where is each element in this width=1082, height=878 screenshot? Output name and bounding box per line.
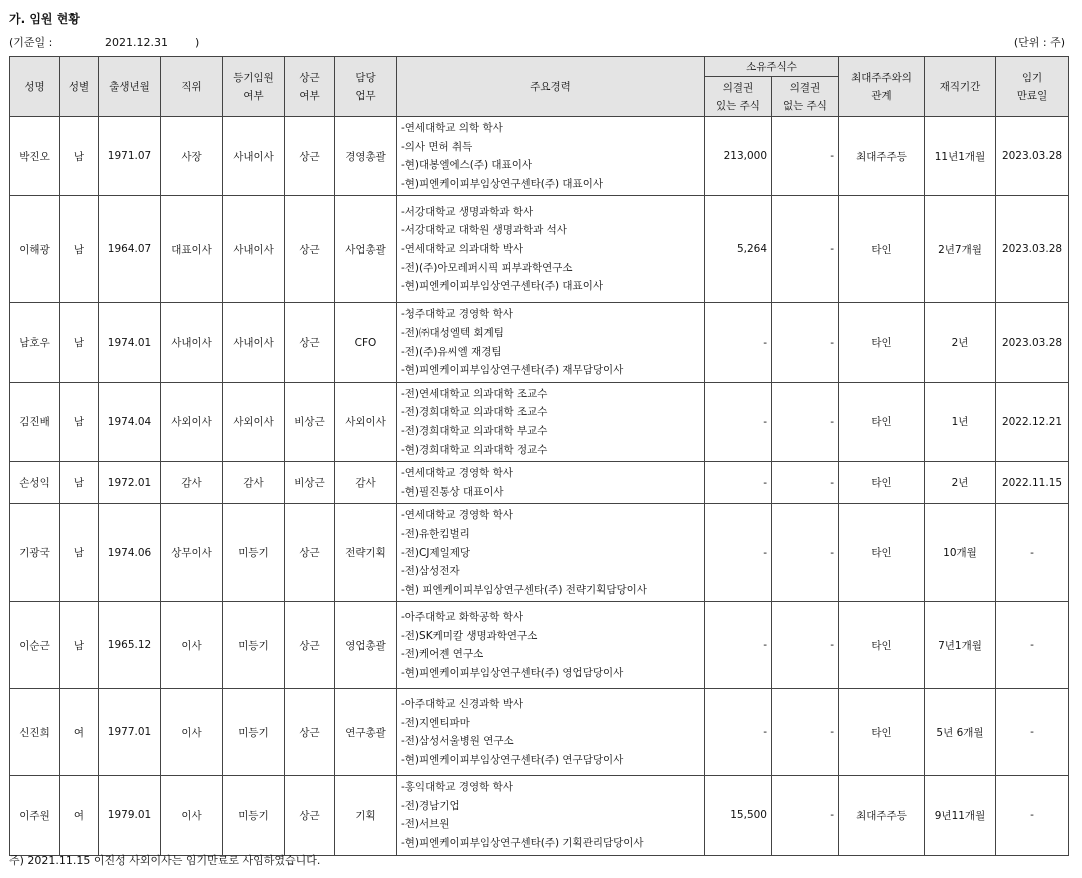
cell-name: 이해광: [10, 196, 60, 303]
header-voting: [705, 77, 772, 117]
career-line: -전)경희대학교 의과대학 조교수: [401, 406, 548, 419]
career-line: -현)대봉엘에스(주) 대표이사: [401, 159, 532, 172]
basis-date: 2021.12.31: [105, 36, 168, 49]
header-nonvoting-line1: 의결권: [789, 81, 821, 94]
cell-career: [397, 196, 705, 303]
cell-relation: 타인: [839, 689, 925, 776]
cell-registered: 미등기: [223, 602, 285, 689]
header-duty: [335, 57, 397, 117]
career-line: -전)삼성전자: [401, 565, 460, 578]
cell-position: 이사: [161, 776, 223, 855]
career-line: -연세대학교 의학 학사: [401, 122, 503, 134]
cell-nonvoting: -: [772, 602, 839, 689]
cell-gender: 남: [60, 196, 99, 303]
cell-registered: 감사: [223, 462, 285, 504]
cell-birth: 1974.01: [99, 303, 161, 382]
header-birth: 출생년월: [99, 57, 161, 117]
cell-position: 이사: [161, 689, 223, 776]
cell-voting: -: [705, 504, 772, 602]
cell-gender: 남: [60, 117, 99, 196]
cell-birth: 1965.12: [99, 602, 161, 689]
table-row: [10, 602, 1069, 689]
cell-career: [397, 303, 705, 382]
cell-tenure: 10개월: [925, 504, 996, 602]
career-line: -현)피엔케이피부임상연구센타(주) 대표이사: [401, 177, 603, 190]
career-line: -현)경희대학교 의과대학 정교수: [401, 443, 548, 456]
career-line: -현)필진통상 대표이사: [401, 485, 504, 498]
cell-nonvoting: -: [772, 303, 839, 382]
header-shares: 소유주식수: [705, 57, 839, 77]
executives-table: [9, 56, 1069, 856]
career-line: -전)경남기업: [401, 799, 460, 812]
header-term-line2: 만료일: [1016, 89, 1048, 102]
cell-relation: 타인: [839, 462, 925, 504]
cell-career: [397, 117, 705, 196]
cell-birth: 1972.01: [99, 462, 161, 504]
cell-nonvoting: -: [772, 382, 839, 461]
cell-tenure: 2년: [925, 303, 996, 382]
cell-nonvoting: -: [772, 117, 839, 196]
career-line: -홍익대학교 경영학 학사: [401, 781, 513, 794]
header-nonvoting-line2: 없는 주식: [783, 99, 827, 112]
cell-registered: 사외이사: [223, 382, 285, 461]
cell-birth: 1977.01: [99, 689, 161, 776]
header-registered-line1: 등기임원: [233, 71, 274, 84]
cell-duty: 감사: [335, 462, 397, 504]
cell-term: -: [996, 776, 1069, 855]
cell-duty: 경영총괄: [335, 117, 397, 196]
cell-relation: 타인: [839, 602, 925, 689]
cell-registered: 사내이사: [223, 303, 285, 382]
cell-tenure: 11년1개월: [925, 117, 996, 196]
career-line: -전)SK케미칼 생명과학연구소: [401, 629, 538, 642]
table-row: [10, 303, 1069, 382]
header-relation: [839, 57, 925, 117]
header-nonvoting: [772, 77, 839, 117]
career-line: -연세대학교 경영학 학사: [401, 509, 513, 522]
cell-fulltime: 비상근: [285, 462, 335, 504]
cell-nonvoting: -: [772, 776, 839, 855]
table-row: [10, 196, 1069, 303]
header-registered: [223, 57, 285, 117]
cell-nonvoting: -: [772, 196, 839, 303]
cell-duty: 사외이사: [335, 382, 397, 461]
cell-voting: 5,264: [705, 196, 772, 303]
cell-gender: 남: [60, 462, 99, 504]
cell-term: -: [996, 689, 1069, 776]
career-line: -현) 피엔케이피부임상연구센타(주) 전략기획담당이사: [401, 583, 647, 596]
cell-duty: 영업총괄: [335, 602, 397, 689]
cell-relation: 타인: [839, 382, 925, 461]
cell-duty: 전략기획: [335, 504, 397, 602]
cell-fulltime: 상근: [285, 689, 335, 776]
cell-name: 손성익: [10, 462, 60, 504]
cell-registered: 미등기: [223, 689, 285, 776]
cell-voting: -: [705, 462, 772, 504]
career-line: -서강대학교 대학원 생명과학과 석사: [401, 224, 567, 237]
cell-nonvoting: -: [772, 689, 839, 776]
cell-gender: 남: [60, 382, 99, 461]
header-career: 주요경력: [397, 57, 705, 117]
header-position: 직위: [161, 57, 223, 117]
cell-registered: 미등기: [223, 504, 285, 602]
cell-career: [397, 602, 705, 689]
table-row: [10, 504, 1069, 602]
cell-term: 2023.03.28: [996, 303, 1069, 382]
table-row: [10, 462, 1069, 504]
table-row: [10, 382, 1069, 461]
cell-name: 이순근: [10, 602, 60, 689]
cell-birth: 1974.06: [99, 504, 161, 602]
career-line: -전)CJ제일제당: [401, 546, 471, 559]
cell-voting: -: [705, 689, 772, 776]
basis-date-line: [9, 34, 199, 50]
cell-career: [397, 776, 705, 855]
cell-tenure: 7년1개월: [925, 602, 996, 689]
cell-relation: 타인: [839, 303, 925, 382]
header-name: 성명: [10, 57, 60, 117]
cell-career: [397, 504, 705, 602]
cell-term: -: [996, 504, 1069, 602]
cell-duty: 사업총괄: [335, 196, 397, 303]
basis-label: (기준일 :: [9, 36, 53, 49]
career-line: -현)피엔케이피부임상연구센타(주) 연구담당이사: [401, 753, 624, 766]
career-line: -청주대학교 경영학 학사: [401, 308, 513, 321]
cell-position: 이사: [161, 602, 223, 689]
header-fulltime-line1: 상근: [299, 71, 320, 84]
career-line: -전)케어젠 연구소: [401, 648, 484, 661]
cell-tenure: 5년 6개월: [925, 689, 996, 776]
header-gender: 성별: [60, 57, 99, 117]
cell-gender: 남: [60, 602, 99, 689]
cell-position: 대표이사: [161, 196, 223, 303]
cell-duty: 기획: [335, 776, 397, 855]
career-line: -전)㈜대성엘텍 회계팀: [401, 326, 504, 339]
cell-tenure: 1년: [925, 382, 996, 461]
career-line: -현)피엔케이피부임상연구센타(주) 재무담당이사: [401, 364, 624, 377]
header-relation-line2: 관계: [871, 89, 892, 102]
cell-career: [397, 382, 705, 461]
career-line: -전)연세대학교 의과대학 조교수: [401, 387, 548, 400]
header-fulltime-line2: 여부: [299, 89, 320, 102]
cell-gender: 여: [60, 689, 99, 776]
cell-fulltime: 상근: [285, 303, 335, 382]
career-line: -전)(주)유씨엘 재경팀: [401, 345, 502, 358]
cell-voting: -: [705, 382, 772, 461]
cell-registered: 사내이사: [223, 196, 285, 303]
cell-registered: 사내이사: [223, 117, 285, 196]
cell-name: 김진배: [10, 382, 60, 461]
career-line: -전)삼성서울병원 연구소: [401, 735, 514, 748]
cell-name: 이주원: [10, 776, 60, 855]
career-line: -전)경희대학교 의과대학 부교수: [401, 424, 548, 437]
header-duty-line1: 담당: [355, 71, 376, 84]
cell-name: 남호우: [10, 303, 60, 382]
cell-birth: 1974.04: [99, 382, 161, 461]
header-registered-line2: 여부: [243, 89, 264, 102]
cell-tenure: 9년11개월: [925, 776, 996, 855]
table-row: [10, 689, 1069, 776]
header-term: [996, 57, 1069, 117]
cell-name: 박진오: [10, 117, 60, 196]
cell-gender: 여: [60, 776, 99, 855]
career-line: -연세대학교 경영학 학사: [401, 467, 513, 480]
career-line: -전)유한킴벌리: [401, 527, 470, 540]
career-line: -아주대학교 화학공학 학사: [401, 611, 524, 624]
cell-birth: 1979.01: [99, 776, 161, 855]
career-line: -서강대학교 생명과학과 학사: [401, 205, 534, 218]
table-body: [10, 117, 1069, 856]
cell-fulltime: 상근: [285, 196, 335, 303]
cell-voting: 15,500: [705, 776, 772, 855]
cell-name: 신진희: [10, 689, 60, 776]
cell-duty: CFO: [335, 303, 397, 382]
cell-term: 2023.03.28: [996, 117, 1069, 196]
cell-voting: -: [705, 602, 772, 689]
cell-voting: 213,000: [705, 117, 772, 196]
cell-name: 기광국: [10, 504, 60, 602]
cell-term: -: [996, 602, 1069, 689]
cell-relation: 타인: [839, 504, 925, 602]
cell-term: 2022.12.21: [996, 382, 1069, 461]
cell-position: 감사: [161, 462, 223, 504]
career-line: -전)지엔티파마: [401, 716, 470, 729]
cell-voting: -: [705, 303, 772, 382]
footnote: 주) 2021.11.15 이진성 사외이사는 임기만료로 사임하였습니다.: [9, 854, 321, 867]
unit-label: (단위 : 주): [1013, 36, 1065, 49]
table-row: [10, 117, 1069, 196]
career-line: -현)피엔케이피부임상연구센타(주) 대표이사: [401, 280, 603, 293]
header-tenure: 재직기간: [925, 57, 996, 117]
cell-position: 사외이사: [161, 382, 223, 461]
cell-nonvoting: -: [772, 504, 839, 602]
cell-tenure: 2년7개월: [925, 196, 996, 303]
section-title: 가. 임원 현황: [9, 12, 80, 26]
header-voting-line1: 의결권: [722, 81, 754, 94]
header-voting-line2: 있는 주식: [716, 99, 760, 112]
career-line: -아주대학교 신경과학 박사: [401, 698, 524, 711]
cell-nonvoting: -: [772, 462, 839, 504]
cell-registered: 미등기: [223, 776, 285, 855]
cell-position: 사내이사: [161, 303, 223, 382]
cell-career: [397, 689, 705, 776]
career-line: -현)피엔케이피부임상연구센타(주) 기획관리담당이사: [401, 837, 644, 850]
career-line: -전)(주)아모레퍼시픽 피부과학연구소: [401, 261, 573, 274]
cell-birth: 1964.07: [99, 196, 161, 303]
career-line: -현)피엔케이피부임상연구센타(주) 영업담당이사: [401, 666, 624, 679]
cell-position: 사장: [161, 117, 223, 196]
header-duty-line2: 업무: [355, 89, 376, 102]
career-line: -의사 면허 취득: [401, 140, 473, 153]
cell-duty: 연구총괄: [335, 689, 397, 776]
cell-birth: 1971.07: [99, 117, 161, 196]
cell-fulltime: 상근: [285, 602, 335, 689]
header-fulltime: [285, 57, 335, 117]
cell-term: 2022.11.15: [996, 462, 1069, 504]
career-line: -전)서브원: [401, 818, 450, 831]
cell-gender: 남: [60, 303, 99, 382]
cell-relation: 타인: [839, 196, 925, 303]
table-row: [10, 776, 1069, 855]
cell-gender: 남: [60, 504, 99, 602]
cell-career: [397, 462, 705, 504]
cell-term: 2023.03.28: [996, 196, 1069, 303]
cell-fulltime: 상근: [285, 776, 335, 855]
header-relation-line1: 최대주주와의: [851, 71, 912, 84]
basis-close: ): [195, 36, 200, 49]
cell-fulltime: 상근: [285, 504, 335, 602]
header-term-line1: 임기: [1021, 71, 1043, 84]
cell-fulltime: 비상근: [285, 382, 335, 461]
cell-fulltime: 상근: [285, 117, 335, 196]
cell-position: 상무이사: [161, 504, 223, 602]
cell-tenure: 2년: [925, 462, 996, 504]
cell-relation: 최대주주등: [839, 117, 925, 196]
career-line: -연세대학교 의과대학 박사: [401, 243, 524, 256]
cell-relation: 최대주주등: [839, 776, 925, 855]
